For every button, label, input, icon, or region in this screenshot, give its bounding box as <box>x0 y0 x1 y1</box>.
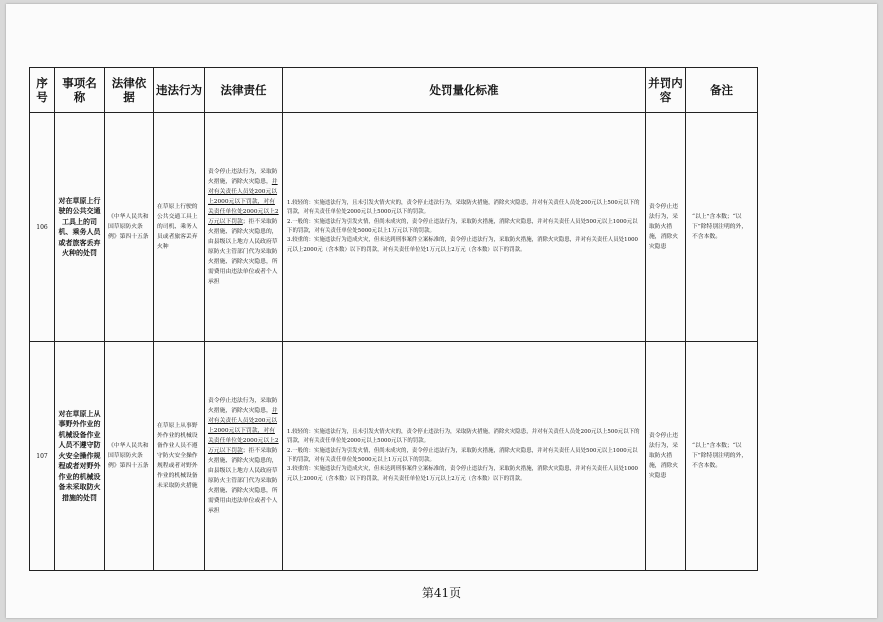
standard-serious: 3.较重的：实施违法行为造成火灾，但未达到刑事案件立案标准的，责令停止违法行为，采取防火措施，消除火灾隐患，并对有关责任人员处1000元以上2000元（含本数）以下的罚款，对有关责任单位处1万元以上2万元（含本数）以下的罚款。 <box>287 466 639 482</box>
liability-fine: 并对有关责任人员处200元以上2000元以下罚款，对有关责任单位处2000元以上2万元以下罚款 <box>208 408 279 454</box>
standard-general: 2.一般的：实施违法行为引发火情，但尚未成灾的，责令停止违法行为，采取防火措施，消除火灾隐患，并对有关责任人员处500元以上1000元以下的罚款，对有关责任单位处5000元以上1万元以下的罚款。 <box>287 218 638 234</box>
row-seq: 106 <box>30 113 55 342</box>
liability-pre: 责令停止违法行为，采取防火措施，消除火灾隐患， <box>208 169 278 185</box>
standard-light: 1.较轻的：实施违法行为，且未引发火情火灾的，责令停止违法行为，采取防火措施，消除火灾隐患，并对有关责任人员处200元以上500元以下的罚款，对有关责任单位处2000元以上5000元以下的罚款。 <box>287 428 640 445</box>
page-number: 第41页 <box>421 586 462 600</box>
header-standard: 处罚量化标准 <box>283 68 646 113</box>
document-page <box>6 4 877 618</box>
row-seq: 107 <box>30 342 55 571</box>
standard-light: 1.较轻的：实施违法行为，且未引发火情火灾的，责令停止违法行为，采取防火措施，消除火灾隐患，并对有关责任人员处200元以上500元以下的罚款，对有关责任单位处2000元以上5000元以下的罚款。 <box>287 199 640 216</box>
row-item: 对在草原上行驶的公共交通工具上的司机、乘务人员或者旅客丢弃火种的处罚 <box>55 113 105 342</box>
liability-post: ；拒不采取防火措施、消除火灾隐患的，由县级以上地方人民政府草原防火主管部门代为采取防火措施、消除火灾隐患，所需费用由违法单位或者个人承担 <box>208 448 278 514</box>
liability-post: ；拒不采取防火措施、消除火灾隐患的，由县级以上地方人民政府草原防火主管部门代为采取防火措施、消除火灾隐患，所需费用由违法单位或者个人承担 <box>208 219 278 285</box>
row-standard <box>283 113 646 342</box>
header-item: 事项名称 <box>55 68 105 113</box>
liability-pre: 责令停止违法行为，采取防火措施，消除火灾隐患， <box>208 398 278 414</box>
table-row <box>30 113 758 342</box>
row-liability <box>205 113 283 342</box>
standard-serious: 3.较重的：实施违法行为造成火灾，但未达到刑事案件立案标准的，责令停止违法行为，采取防火措施，消除火灾隐患，并对有关责任人员处1000元以上2000元（含本数）以下的罚款，对有关责任单位处1万元以上2万元（含本数）以下的罚款。 <box>287 237 639 253</box>
liability-fine: 并对有关责任人员处200元以上2000元以下罚款，对有关责任单位处2000元以上2万元以下罚款 <box>208 179 279 225</box>
header-liability: 法律责任 <box>205 68 283 113</box>
header-seq: 序号 <box>30 68 55 113</box>
row-combined: 责令停止违法行为，采取防火措施，消除火灾隐患 <box>646 113 686 342</box>
row-remarks: “以上”含本数；“以下”除特别注明的外，不含本数。 <box>686 342 758 571</box>
header-violation: 违法行为 <box>154 68 205 113</box>
row-standard <box>283 342 646 571</box>
header-combined: 并罚内容 <box>646 68 686 113</box>
table-header-row <box>30 68 758 113</box>
row-remarks: “以上”含本数；“以下”除特别注明的外，不含本数。 <box>686 113 758 342</box>
penalty-table <box>29 67 758 571</box>
row-combined: 责令停止违法行为，采取防火措施，消除火灾隐患 <box>646 342 686 571</box>
row-violation: 在草原上行驶的公共交通工具上的司机、乘务人员或者旅客丢弃火种 <box>154 113 205 342</box>
header-remarks: 备注 <box>686 68 758 113</box>
table-row <box>30 342 758 571</box>
row-violation: 在草原上从事野外作业的机械设备作业人员不遵守防火安全操作规程或者对野外作业的机械设备未采取防火措施 <box>154 342 205 571</box>
row-liability <box>205 342 283 571</box>
standard-general: 2.一般的：实施违法行为引发火情，但尚未成灾的，责令停止违法行为，采取防火措施，消除火灾隐患，并对有关责任人员处500元以上1000元以下的罚款，对有关责任单位处5000元以上1万元以下的罚款。 <box>287 447 638 463</box>
row-basis: 《中华人民共和国草原防火条例》第四十五条 <box>105 113 154 342</box>
row-basis: 《中华人民共和国草原防火条例》第四十五条 <box>105 342 154 571</box>
row-item: 对在草原上从事野外作业的机械设备作业人员不遵守防火安全操作规程或者对野外作业的机械设备未采取防火措施的处罚 <box>55 342 105 571</box>
header-basis: 法律依据 <box>105 68 154 113</box>
